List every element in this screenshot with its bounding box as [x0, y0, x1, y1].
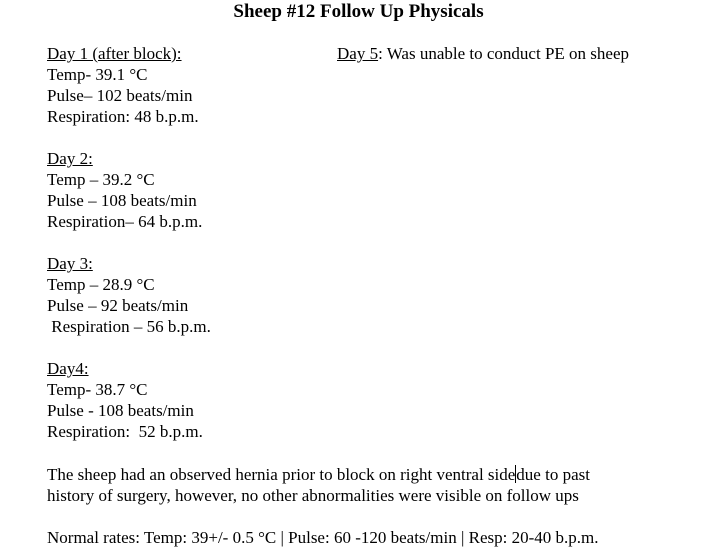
day-2-respiration: Respiration– 64 b.p.m. — [47, 212, 203, 231]
day-4-respiration: Respiration: 52 b.p.m. — [47, 422, 203, 441]
day-1-temp: Temp- 39.1 °C — [47, 65, 148, 84]
observation-note — [47, 464, 697, 506]
note-line-2: history of surgery, however, no other abnormalities were visible on follow ups — [47, 486, 579, 505]
day-3-record — [47, 253, 347, 337]
day-4-record — [47, 358, 347, 442]
day-4-heading: Day4: — [47, 359, 89, 378]
day-1-pulse: Pulse– 102 beats/min — [47, 86, 193, 105]
document-title: Sheep #12 Follow Up Physicals — [233, 1, 484, 22]
daily-records — [47, 43, 347, 463]
day-2-heading: Day 2: — [47, 149, 93, 168]
day-1-respiration: Respiration: 48 b.p.m. — [47, 107, 199, 126]
note-line-1 — [47, 464, 697, 485]
day-4-pulse: Pulse - 108 beats/min — [47, 401, 194, 420]
day-4-temp: Temp- 38.7 °C — [47, 380, 148, 399]
day-5-record — [337, 43, 707, 64]
note-line-1-part-1: The sheep had an observed hernia prior to block on right ventral side — [47, 465, 516, 484]
note-line-1-part-2: due to past — [516, 465, 590, 484]
day-2-record — [47, 148, 347, 232]
day-3-respiration: Respiration – 56 b.p.m. — [47, 317, 211, 336]
normal-rates: Normal rates: Temp: 39+/- 0.5 °C | Pulse: 60 -120 beats/min | Resp: 20-40 b.p.m. — [47, 528, 599, 547]
day-5-text: : Was unable to conduct PE on sheep — [378, 44, 629, 63]
day-1-heading: Day 1 (after block): — [47, 44, 182, 63]
day-3-pulse: Pulse – 92 beats/min — [47, 296, 189, 315]
day-3-heading: Day 3: — [47, 254, 93, 273]
day-5-heading: Day 5 — [337, 44, 379, 63]
day-3-temp: Temp – 28.9 °C — [47, 275, 155, 294]
day-1-record — [47, 43, 347, 127]
day-2-temp: Temp – 39.2 °C — [47, 170, 155, 189]
day-2-pulse: Pulse – 108 beats/min — [47, 191, 197, 210]
